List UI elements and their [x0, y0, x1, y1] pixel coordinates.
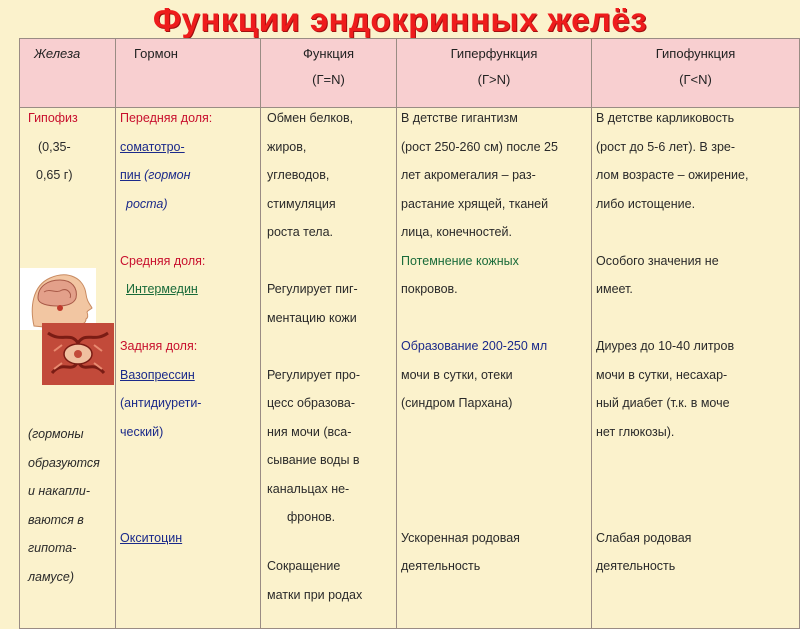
header-hyper-label: Гиперфункция [450, 46, 538, 61]
hypo-text: Слабая родовая [596, 531, 692, 545]
gland-mass: 0,65 г) [36, 168, 73, 182]
hyper-text: лица, конечностей. [401, 225, 512, 239]
function-text: ментацию кожи [267, 310, 357, 325]
hyper-text: растание хрящей, тканей [401, 196, 549, 211]
header-hypo-label: Гипофункция [655, 46, 736, 61]
function-text: углеводов, [267, 168, 330, 182]
gland-note: гипота- [28, 541, 77, 555]
hyper-text: В детстве гигантизм [401, 111, 518, 125]
lobe-label-back: Задняя доля: [120, 339, 198, 353]
pituitary-vessels-icon [42, 323, 114, 385]
header-function-label: Функция [303, 46, 354, 61]
function-cell [261, 108, 397, 629]
function-text: матки при родах [267, 588, 363, 602]
lobe-label-middle: Средняя доля: [120, 253, 206, 268]
hypo-text: лом возрасте – ожирение, [596, 168, 749, 182]
hormone-intermedin: Интермедин [126, 282, 198, 296]
function-text: фронов. [287, 510, 336, 524]
header-hypo [592, 39, 800, 108]
hyper-cell [397, 108, 592, 629]
function-text: Обмен белков, [267, 111, 354, 125]
hormone-somatotropin: соматотро- [120, 139, 185, 154]
gland-note: образуются [28, 456, 100, 470]
hyper-text: лет акромегалия – раз- [401, 168, 536, 182]
function-text: стимуляция [267, 196, 336, 211]
hyper-text: деятельность [401, 559, 481, 573]
hypo-text: мочи в сутки, несахар- [596, 367, 728, 382]
hormone-oxytocin: Окситоцин [120, 531, 183, 545]
gland-note: ваются в [28, 513, 84, 527]
function-text: сывание воды в [267, 453, 360, 467]
gland-note: ламусе) [28, 570, 75, 584]
function-text: Регулирует пиг- [267, 282, 358, 296]
hormone-cell [116, 108, 261, 629]
gland-note: (гормоны [28, 427, 84, 441]
hyper-text: Образование 200-250 мл [401, 339, 548, 353]
hypo-text: деятельность [596, 559, 676, 573]
hormone-vasopressin-note: (антидиурети- [120, 396, 202, 410]
function-text: ния мочи (вса- [267, 424, 352, 439]
hypo-text: Диурез до 10-40 литров [596, 339, 735, 353]
header-hypo-formula: (Г<N) [679, 72, 712, 87]
function-text: Сокращение [267, 559, 341, 573]
header-hormone [116, 39, 261, 108]
hormone-vasopressin-note: ческий) [120, 424, 164, 439]
function-text: Регулирует про- [267, 367, 361, 382]
function-text: роста тела. [267, 225, 334, 239]
hormone-somatotropin-note: (гормон [140, 168, 191, 182]
table-row [20, 108, 800, 629]
header-row [20, 39, 800, 108]
function-text: канальцах не- [267, 481, 350, 496]
slide-title: Функции эндокринных желёз [152, 1, 648, 38]
endocrine-table [19, 38, 800, 629]
gland-note: и накапли- [28, 484, 91, 498]
hormone-somatotropin: пин [120, 168, 141, 182]
hypo-text: нет глюкозы). [596, 424, 675, 439]
hyper-text: Потемнение кожных [401, 253, 519, 268]
header-hyper [397, 39, 592, 108]
gland-mass: (0,35- [38, 139, 71, 154]
hypo-text: (рост до 5-6 лет). В зре- [596, 139, 736, 154]
hypo-text: имеет. [596, 282, 633, 296]
function-text: цесс образова- [267, 396, 355, 410]
hyper-text: (синдром Пархана) [401, 396, 513, 410]
function-text: жиров, [267, 139, 307, 154]
header-function [261, 39, 397, 108]
hypo-text: Особого значения не [596, 253, 719, 268]
hypo-text: В детстве карликовость [596, 111, 735, 125]
header-hormone-label: Гормон [134, 46, 178, 61]
hyper-text: покровов. [401, 282, 458, 296]
hyper-text: (рост 250-260 см) после 25 [401, 139, 558, 154]
header-function-formula: (Г=N) [312, 72, 345, 87]
hormone-vasopressin: Вазопрессин [120, 367, 195, 382]
hyper-text: Ускоренная родовая [401, 531, 520, 545]
hypo-text: ный диабет (т.к. в моче [596, 396, 730, 410]
header-gland-label: Железа [34, 46, 81, 61]
lobe-label-front: Передняя доля: [120, 111, 213, 125]
gland-cell [20, 108, 116, 629]
hyper-text: мочи в сутки, отеки [401, 367, 513, 382]
gland-name: Гипофиз [28, 111, 78, 125]
header-gland [20, 39, 116, 108]
hypo-cell [592, 108, 800, 629]
header-hyper-formula: (Г>N) [477, 72, 511, 87]
hypo-text: либо истощение. [596, 196, 696, 211]
hormone-somatotropin-note: роста) [126, 196, 168, 211]
